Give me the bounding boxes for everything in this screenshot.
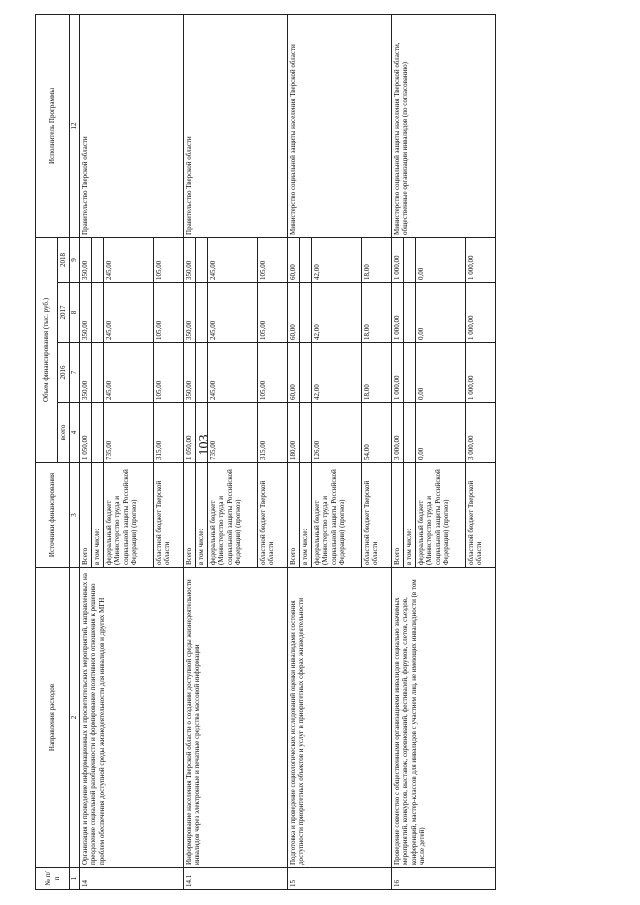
amount-y2016: 1 000,00 — [392, 343, 404, 403]
executor-text: Министерство социальной защиты населения Тверской области, общественные организации инвалидов (по согласованию) — [392, 14, 496, 237]
amount-y2018 — [92, 237, 104, 282]
header-2017: 2017 — [58, 283, 70, 343]
amount-y2017 — [196, 283, 208, 343]
amount-y2017 — [300, 283, 312, 343]
funding-source: федеральный бюджет (Министерство труда и социальной защиты Российской Федерации) (прогноз) — [416, 463, 466, 568]
amount-total — [92, 403, 104, 463]
funding-source: Всего — [184, 463, 196, 568]
amount-y2018 — [196, 237, 208, 282]
amount-y2016: 350,00 — [184, 343, 196, 403]
amount-y2018: 60,00 — [288, 237, 300, 282]
amount-total: 3 000,00 — [466, 403, 496, 463]
amount-y2016: 42,00 — [312, 343, 362, 403]
header-2016: 2016 — [58, 343, 70, 403]
amount-y2018: 350,00 — [80, 237, 92, 282]
funding-source: Всего — [288, 463, 300, 568]
amount-y2016 — [92, 343, 104, 403]
amount-y2017: 1 000,00 — [466, 283, 496, 343]
amount-y2018 — [300, 237, 312, 282]
row-number: 16 — [392, 868, 496, 890]
funding-source: федеральный бюджет (Министерство труда и социальной защиты Российской Федерации) (прогноз) — [208, 463, 258, 568]
amount-y2017 — [92, 283, 104, 343]
column-number: 1 — [70, 868, 80, 890]
amount-total: 315,00 — [258, 403, 288, 463]
page-number: 103 — [197, 434, 212, 456]
executor-text: Министерство социальной защиты населения Тверской области — [288, 14, 392, 237]
funding-source: в том числе: — [300, 463, 312, 568]
row-number: 15 — [288, 868, 392, 890]
amount-y2016 — [196, 343, 208, 403]
amount-y2017: 350,00 — [80, 283, 92, 343]
amount-total: 54,00 — [362, 403, 392, 463]
column-number: 8 — [70, 283, 80, 343]
amount-total: 735,00 — [208, 403, 258, 463]
executor-text: Правительство Тверской области — [80, 14, 184, 237]
header-sources: Источники финансирования — [36, 463, 70, 568]
funding-source: Всего — [392, 463, 404, 568]
direction-text: Подготовка и проведение социологических исследований оценки инвалидами состояния доступности приоритетных объектов и услуг в приоритетных сферах жизнедеятельности — [288, 568, 392, 868]
header-no: № п/п — [36, 868, 70, 890]
funding-source: областной бюджет Тверской области — [466, 463, 496, 568]
funding-source: в том числе: — [404, 463, 416, 568]
table-row — [288, 14, 300, 889]
amount-total: 3 000,00 — [392, 403, 404, 463]
amount-y2016: 245,00 — [208, 343, 258, 403]
amount-total — [404, 403, 416, 463]
amount-y2017: 245,00 — [208, 283, 258, 343]
amount-y2017: 0,00 — [416, 283, 466, 343]
amount-total: 315,00 — [154, 403, 184, 463]
direction-text: Организация и проведение информационных и просветительских мероприятий, направленных на преодоление социальной разобщенности и формирование позитивного отношения к решению проблем обеспечения доступной среды жизнедеятельности для инвалидов и других МГН — [80, 568, 184, 868]
table-row — [392, 14, 404, 889]
table-row — [80, 14, 92, 889]
financing-table — [35, 14, 496, 890]
amount-y2017: 1 000,00 — [392, 283, 404, 343]
amount-y2016: 245,00 — [104, 343, 154, 403]
table-row — [184, 14, 196, 889]
amount-y2017: 105,00 — [258, 283, 288, 343]
header-volume: Объем финансирования (тыс. руб.) — [36, 237, 58, 462]
funding-source: областной бюджет Тверской области — [154, 463, 184, 568]
funding-source: Всего — [80, 463, 92, 568]
column-number: 4 — [70, 403, 80, 463]
amount-y2018 — [404, 237, 416, 282]
amount-total: 0,00 — [416, 403, 466, 463]
amount-y2017: 245,00 — [104, 283, 154, 343]
amount-y2017: 105,00 — [154, 283, 184, 343]
amount-total: 1 050,00 — [80, 403, 92, 463]
amount-y2016: 18,00 — [362, 343, 392, 403]
amount-y2016: 0,00 — [416, 343, 466, 403]
amount-y2018: 1 000,00 — [392, 237, 404, 282]
amount-y2016: 350,00 — [80, 343, 92, 403]
funding-source: в том числе: — [92, 463, 104, 568]
row-number: 14.1 — [184, 868, 288, 890]
header-direction: Направления расходов — [36, 568, 70, 868]
amount-y2017: 42,00 — [312, 283, 362, 343]
amount-y2016: 105,00 — [154, 343, 184, 403]
column-number-row — [70, 14, 80, 889]
amount-y2018: 0,00 — [416, 237, 466, 282]
header-total: всего — [58, 403, 70, 463]
funding-source: федеральный бюджет (Министерство труда и социальной защиты Российской Федерации) (прогноз) — [104, 463, 154, 568]
column-number: 2 — [70, 568, 80, 868]
direction-text: Информирование населения Тверской области о создании доступной среды жизнедеятельности инвалидов через электронные и печатные средства массовой информации — [184, 568, 288, 868]
direction-text: Проведение совместно с общественными организациями инвалидов социально значимых мероприятий, конкурсов, выставок, соревнований, фестивалей, форумов, слетов, съездов, конференций, мастер-классов для инвалидов с участием лиц, не имеющих инвалидности (в том числе детей) — [392, 568, 496, 868]
amount-y2016 — [300, 343, 312, 403]
amount-y2018: 18,00 — [362, 237, 392, 282]
rotated-table-container — [35, 15, 484, 890]
amount-total — [300, 403, 312, 463]
amount-y2018: 245,00 — [208, 237, 258, 282]
amount-y2018: 1 000,00 — [466, 237, 496, 282]
amount-y2016: 1 000,00 — [466, 343, 496, 403]
funding-source: в том числе: — [196, 463, 208, 568]
header-executor: Исполнитель Программы — [36, 14, 70, 237]
funding-source: федеральный бюджет (Министерство труда и социальной защиты Российской Федерации) (прогноз) — [312, 463, 362, 568]
amount-y2018: 105,00 — [154, 237, 184, 282]
header-2018: 2018 — [58, 237, 70, 282]
amount-total: 735,00 — [104, 403, 154, 463]
amount-y2018: 245,00 — [104, 237, 154, 282]
amount-total: 126,00 — [312, 403, 362, 463]
amount-y2016: 60,00 — [288, 343, 300, 403]
executor-text: Правительство Тверской области — [184, 14, 288, 237]
amount-y2017: 350,00 — [184, 283, 196, 343]
amount-total: 1 050,00 — [184, 403, 196, 463]
funding-source: областной бюджет Тверской области — [258, 463, 288, 568]
row-number: 14 — [80, 868, 184, 890]
amount-y2016: 105,00 — [258, 343, 288, 403]
column-number: 3 — [70, 463, 80, 568]
amount-y2017: 18,00 — [362, 283, 392, 343]
funding-source: областной бюджет Тверской области — [362, 463, 392, 568]
amount-y2017: 60,00 — [288, 283, 300, 343]
amount-total — [196, 403, 208, 463]
column-number: 9 — [70, 237, 80, 282]
column-number: 7 — [70, 343, 80, 403]
amount-total: 180,00 — [288, 403, 300, 463]
amount-y2018: 350,00 — [184, 237, 196, 282]
amount-y2018: 42,00 — [312, 237, 362, 282]
amount-y2017 — [404, 283, 416, 343]
amount-y2016 — [404, 343, 416, 403]
column-number: 12 — [70, 14, 80, 237]
amount-y2018: 105,00 — [258, 237, 288, 282]
